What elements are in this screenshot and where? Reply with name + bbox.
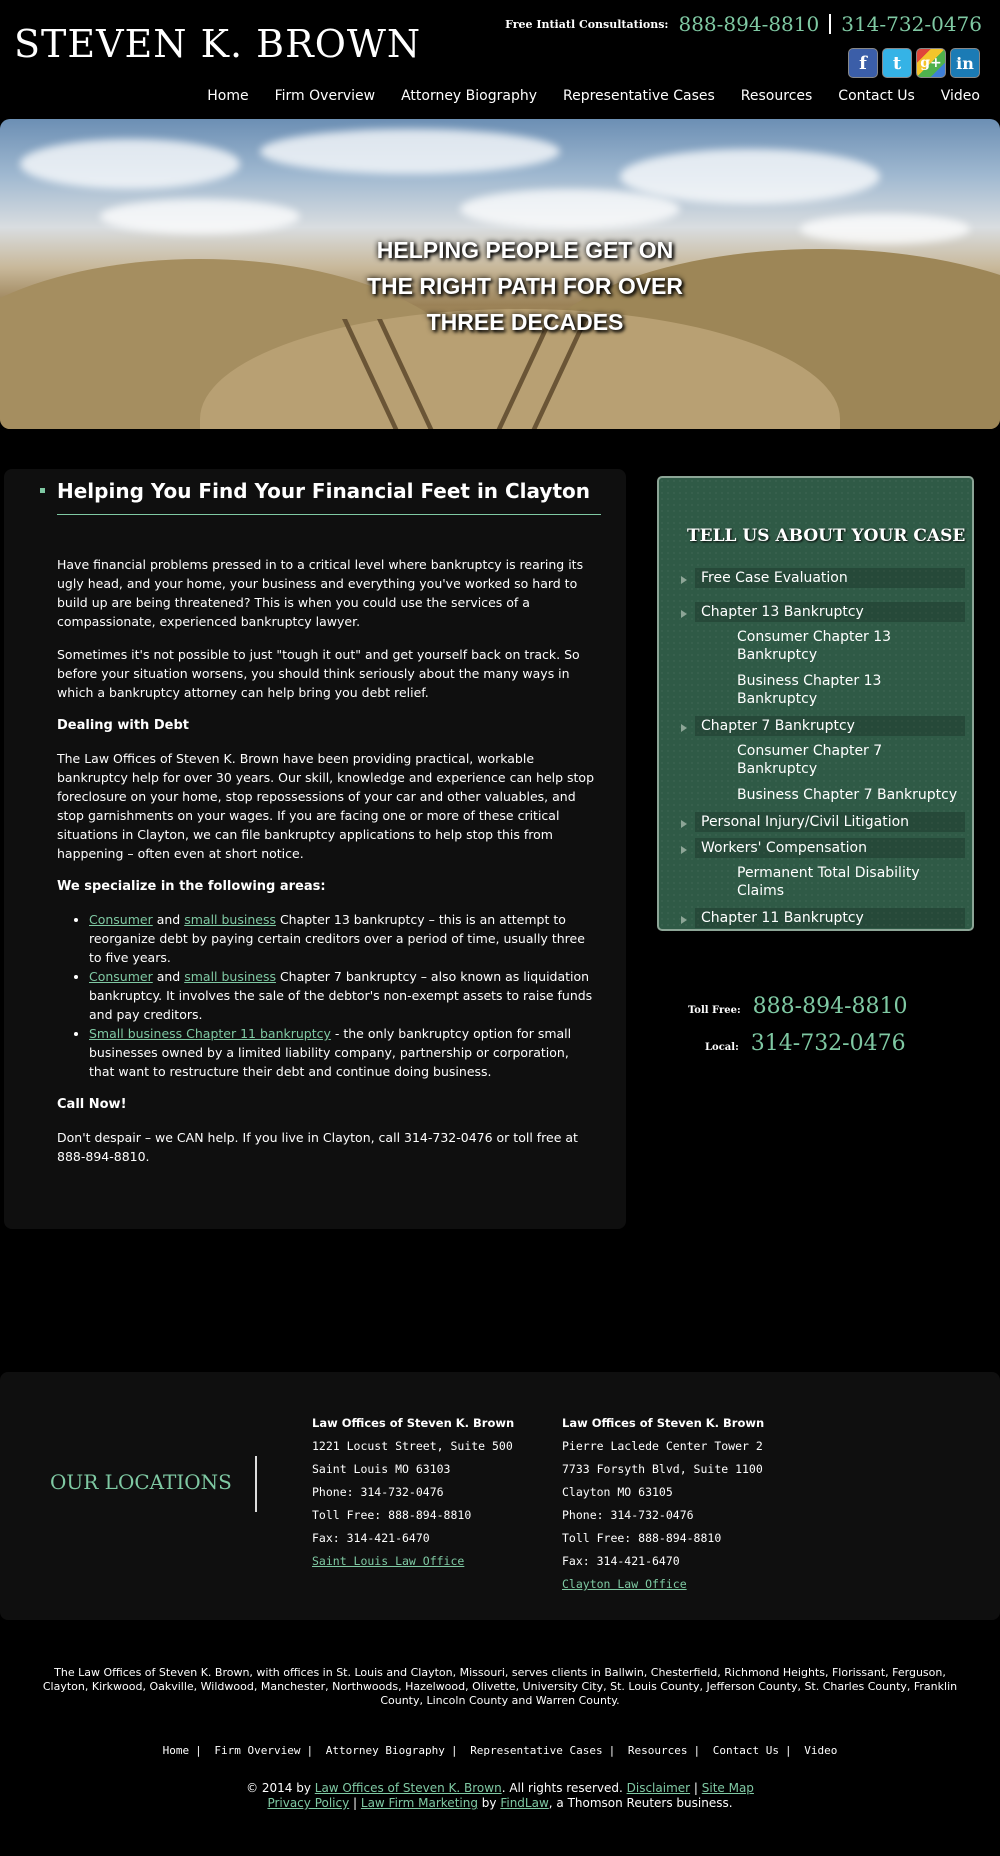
section-heading: Dealing with Debt [57,718,189,733]
case-item-chapter-7[interactable]: Chapter 7 Bankruptcy [695,716,965,736]
consultation-bar [505,12,982,36]
section-heading: We specialize in the following areas: [57,879,326,894]
locations-divider [255,1456,257,1512]
tollfree-label: Toll Free: [688,1005,741,1016]
disclaimer-link[interactable]: Disclaimer [626,1781,691,1795]
nav-contact-us[interactable]: Contact Us [838,88,915,104]
list-text: - the only bankruptcy option for small businesses owned by a limited liability company, partnership or corporation, that want to restructure their debt and continue doing business. [89,1026,572,1079]
section-heading: Call Now! [57,1097,127,1112]
consultation-label: Free Intiatl Consultations: [505,17,669,31]
case-menu-box [657,476,974,931]
hero-line: HELPING PEOPLE GET ON [376,237,674,263]
tollfree-contact [688,994,908,1019]
list-item [89,967,597,1024]
footer-nav [0,1744,1000,1757]
case-box-title: TELL US ABOUT YOUR CASE [687,526,966,546]
nav-representative-cases[interactable]: Representative Cases [563,88,715,104]
business-ch13-link[interactable]: small business [184,912,276,927]
phone-tollfree[interactable]: 888-894-8810 [678,12,820,36]
firm-link[interactable]: Law Offices of Steven K. Brown [314,1781,502,1795]
case-sub-business-ch13[interactable]: Business Chapter 13 Bankruptcy [737,673,882,707]
saint-louis-office-link[interactable]: Saint Louis Law Office [312,1554,465,1568]
footer-nav-sep: | [450,1744,458,1757]
copyright-text: . All rights reserved. [501,1781,627,1795]
office-phone: Phone: 314-732-0476 [562,1508,694,1522]
site-logo[interactable]: STEVEN K. BROWN [14,22,422,66]
paragraph: Sometimes it's not possible to just "tough it out" and get yourself back on track. So before your situation worsens, you should think seriously about the many ways in which a bankruptcy attorney can help bring you debt relief. [57,647,580,700]
office-tollfree: Toll Free: 888-894-8810 [562,1531,722,1545]
sitemap-link[interactable]: Site Map [701,1781,754,1795]
article-body [57,555,597,1180]
case-sub-permanent-disability[interactable]: Permanent Total Disability Claims [737,865,920,899]
paragraph: Don't despair – we CAN help. If you live in Clayton, call 314-732-0476 or toll free at 888-894-8810. [57,1130,578,1164]
case-sub-consumer-ch7[interactable]: Consumer Chapter 7 Bankruptcy [737,743,883,777]
social-links [848,48,980,78]
office-building: Pierre Laclede Center Tower 2 [562,1439,763,1453]
footer-nav-sep: | [306,1744,314,1757]
office-saint-louis [312,1412,514,1573]
list-item [89,910,597,967]
linkedin-icon[interactable]: in [950,48,980,78]
copyright-text: , a Thomson Reuters business. [548,1796,733,1810]
footer-nav-contact-us[interactable]: Contact Us [712,1744,779,1757]
specialties-list [89,910,597,1081]
footer-nav-home[interactable]: Home [162,1744,190,1757]
tollfree-number[interactable]: 888-894-8810 [752,994,908,1019]
office-city: Saint Louis MO 63103 [312,1462,451,1476]
locations-section [0,1372,1000,1620]
footer-nav-sep: | [693,1744,701,1757]
consumer-ch7-link[interactable]: Consumer [89,969,153,984]
service-area-text: The Law Offices of Steven K. Brown, with offices in St. Louis and Clayton, Missouri, serves clients in Ballwin, Chesterfield, Richmond Heights, Florissant, Ferguson, Clayton, Kirkwood, Oakville, Wildwood, Manchester, Northwoods, Hazelwood, Olivette, University City, St. Louis County, Jefferson County, St. Charles County, Franklin County, Lincoln County and Warren County. [42,1666,958,1707]
office-fax: Fax: 314-421-6470 [562,1554,680,1568]
hero-line: THE RIGHT PATH FOR OVER [366,273,684,299]
local-contact [705,1031,906,1056]
nav-video[interactable]: Video [940,88,980,104]
hero-cloud [100,199,300,234]
list-text: Chapter 7 bankruptcy – also known as liquidation bankruptcy. It involves the sale of the debtor's non-exempt assets to raise funds and pay creditors. [89,969,593,1022]
case-item-free-evaluation[interactable]: Free Case Evaluation [695,568,965,588]
footer-nav-sep: | [195,1744,202,1757]
twitter-icon[interactable]: t [882,48,912,78]
footer-nav-sep: | [784,1744,792,1757]
office-city: Clayton MO 63105 [562,1485,673,1499]
phone-divider [829,14,831,34]
office-clayton [562,1412,764,1596]
title-bullet [40,488,45,493]
main-content [4,469,626,1229]
consumer-ch13-link[interactable]: Consumer [89,912,153,927]
law-firm-marketing-link[interactable]: Law Firm Marketing [360,1796,478,1810]
main-nav [194,88,980,104]
phone-local[interactable]: 314-732-0476 [841,12,982,36]
hero-cloud [620,149,880,204]
nav-home[interactable]: Home [207,88,249,104]
nav-firm-overview[interactable]: Firm Overview [274,88,376,104]
list-text: and [152,969,185,984]
office-fax: Fax: 314-421-6470 [312,1531,430,1545]
footer-nav-sep: | [608,1744,616,1757]
copyright-text: by [477,1796,501,1810]
copyright [0,1781,1000,1811]
footer-nav-firm-overview[interactable]: Firm Overview [214,1744,301,1757]
locations-title: OUR LOCATIONS [50,1470,232,1494]
hero-headline [0,232,1000,340]
footer-nav-representative-cases[interactable]: Representative Cases [470,1744,603,1757]
paragraph: Have financial problems pressed in to a critical level where bankruptcy is rearing its ugly head, and your home, your business and everything you've worked so hard to build up are being threatened? This is when you could use the services of a compassionate, experienced bankruptcy lawyer. [57,557,584,629]
nav-attorney-biography[interactable]: Attorney Biography [401,88,537,104]
footer-nav-video[interactable]: Video [804,1744,838,1757]
office-phone: Phone: 314-732-0476 [312,1485,444,1499]
hero-line: THREE DECADES [426,309,624,335]
office-name: Law Offices of Steven K. Brown [312,1416,515,1430]
footer-nav-resources[interactable]: Resources [627,1744,688,1757]
googleplus-icon[interactable]: g+ [916,48,946,78]
case-sub-business-ch7[interactable]: Business Chapter 7 Bankruptcy [737,787,958,803]
case-sub-consumer-ch13[interactable]: Consumer Chapter 13 Bankruptcy [737,629,892,663]
case-item-workers-comp[interactable]: Workers' Compensation [695,838,965,858]
hero-cloud [260,129,560,174]
list-text: and [152,912,185,927]
hero-cloud [20,139,240,189]
case-item-chapter-11[interactable]: Chapter 11 Bankruptcy [695,908,965,928]
title-rule [57,514,601,515]
case-item-chapter-13[interactable]: Chapter 13 Bankruptcy [695,602,965,622]
copyright-sep: | [690,1781,702,1795]
list-item [89,1024,597,1081]
nav-resources[interactable]: Resources [740,88,813,104]
case-item-personal-injury[interactable]: Personal Injury/Civil Litigation [695,812,965,832]
facebook-icon[interactable]: f [848,48,878,78]
list-text: Chapter 13 bankruptcy – this is an attempt to reorganize debt by paying certain creditors over a period of time, usually three to five years. [89,912,585,965]
local-label: Local: [705,1042,739,1053]
paragraph: The Law Offices of Steven K. Brown have been providing practical, workable bankruptcy help for over 30 years. Our skill, knowledge and experience can help stop foreclosure on your home, stop repossessions of your car and other valuables, and stop garnishments on your wages. If you are facing one or more of these critical situations in Clayton, we can file bankruptcy applications to help stop this from happening – often even at short notice. [57,751,595,861]
local-number[interactable]: 314-732-0476 [750,1031,906,1056]
office-tollfree: Toll Free: 888-894-8810 [312,1508,472,1522]
office-name: Law Offices of Steven K. Brown [562,1416,765,1430]
business-ch7-link[interactable]: small business [184,969,276,984]
findlaw-link[interactable]: FindLaw [500,1796,549,1810]
hero-cloud [460,189,680,229]
copyright-sep: | [349,1796,361,1810]
clayton-office-link[interactable]: Clayton Law Office [562,1577,687,1591]
office-address: 7733 Forsyth Blvd, Suite 1100 [562,1462,763,1476]
privacy-policy-link[interactable]: Privacy Policy [267,1796,350,1810]
case-menu-list [695,568,965,934]
footer-nav-attorney-biography[interactable]: Attorney Biography [325,1744,445,1757]
page-title: Helping You Find Your Financial Feet in Clayton [57,479,590,503]
business-ch11-link[interactable]: Small business Chapter 11 bankruptcy [89,1026,331,1041]
office-address: 1221 Locust Street, Suite 500 [312,1439,513,1453]
copyright-text: © 2014 by [246,1781,315,1795]
